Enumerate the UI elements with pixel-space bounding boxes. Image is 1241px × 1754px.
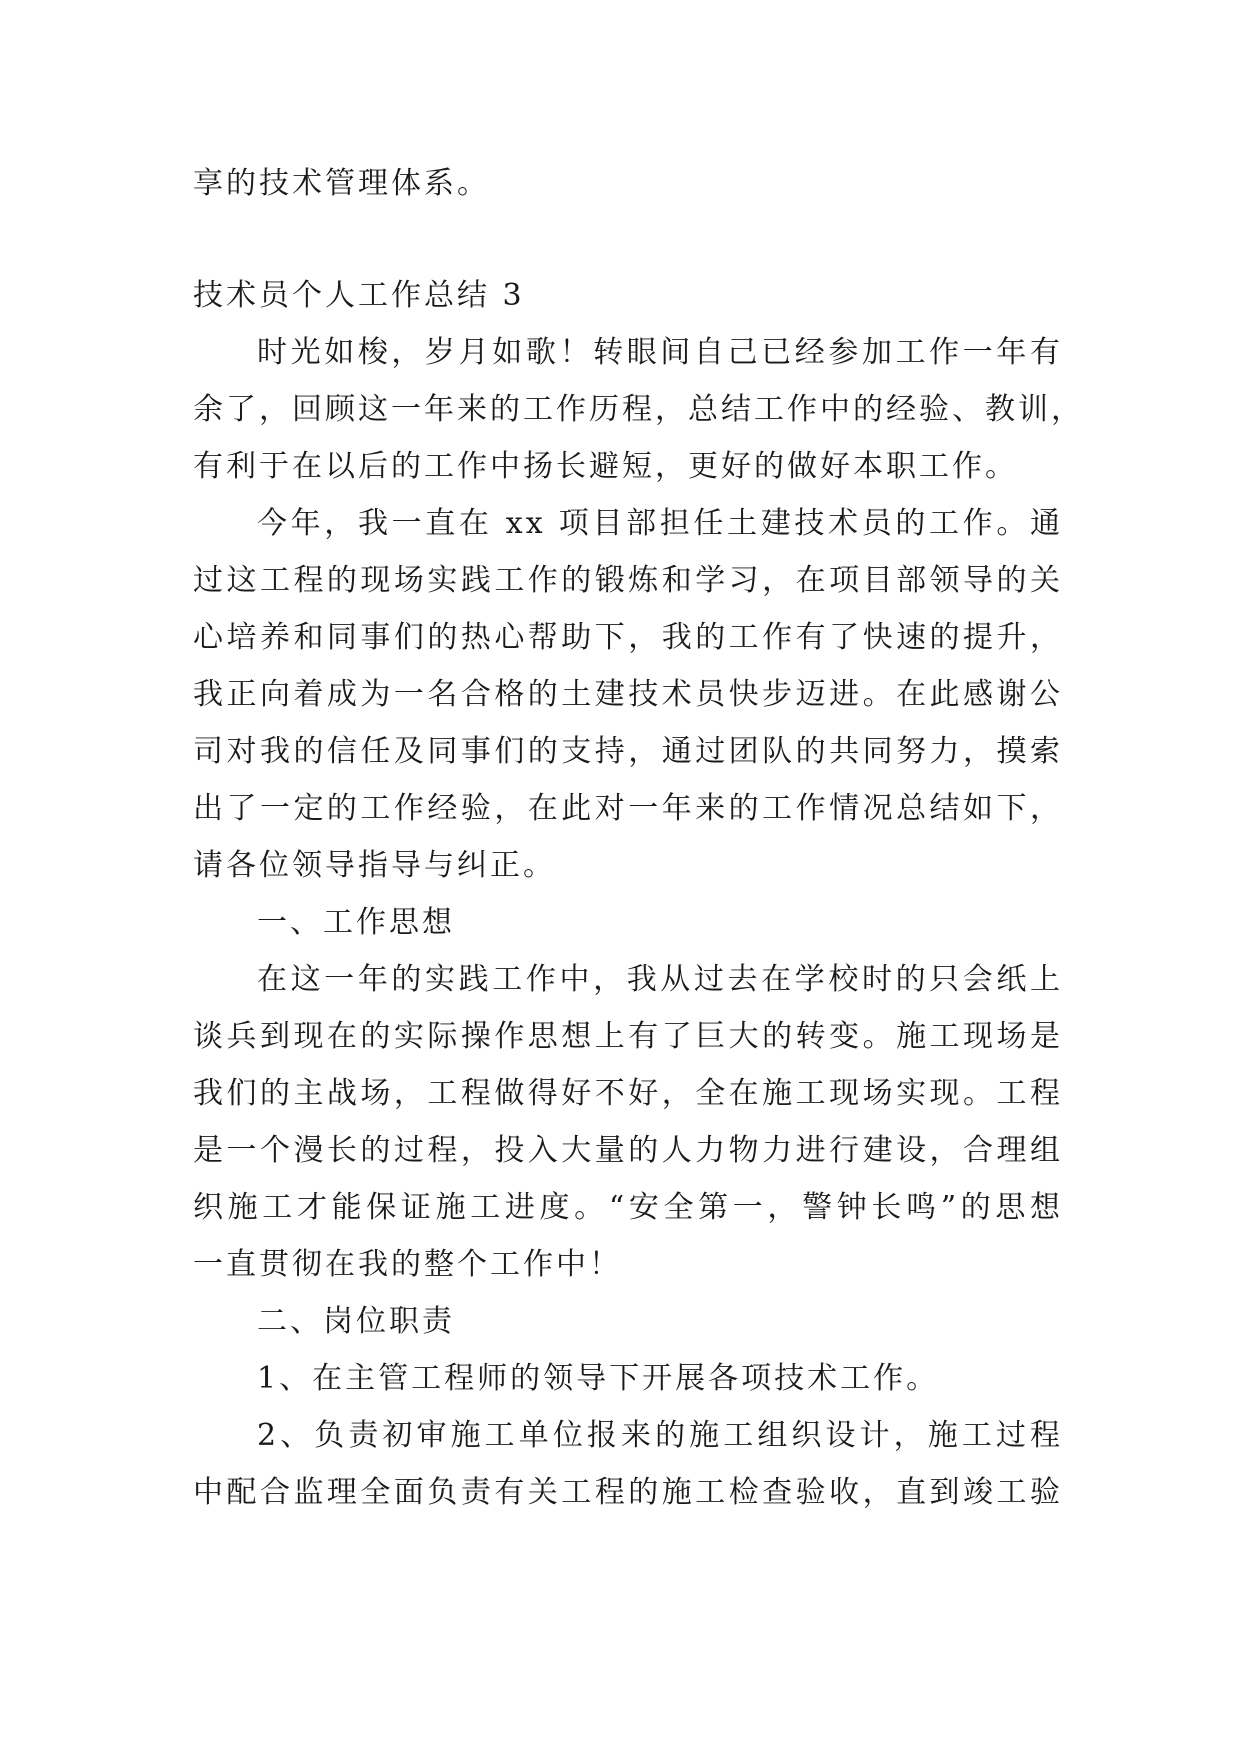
document-body (193, 155, 1084, 1521)
heading-job-duties: 二、岗位职责 (257, 1304, 455, 1339)
para2-line-2: 过这工程的现场实践工作的锻炼和学习，在项目部领导的关 (193, 563, 1063, 598)
section-title: 技术员个人工作总结 3 (193, 278, 525, 313)
para2-line-7: 请各位领导指导与纠正。 (193, 848, 556, 883)
para3-line-3: 我们的主战场，工程做得好不好，全在施工现场实现。工程 (193, 1076, 1063, 1111)
duty-item-1: 1、在主管工程师的领导下开展各项技术工作。 (257, 1361, 940, 1396)
top-fragment-line: 享的技术管理体系。 (193, 166, 490, 201)
para3-line-5: 织施工才能保证施工进度。“安全第一，警钟长鸣”的思想 (193, 1190, 1063, 1225)
para2-line-6: 出了一定的工作经验，在此对一年来的工作情况总结如下， (193, 791, 1063, 826)
para3-line-2: 谈兵到现在的实际操作思想上有了巨大的转变。施工现场是 (193, 1019, 1063, 1054)
para3-line-6: 一直贯彻在我的整个工作中！ (193, 1247, 622, 1282)
para1-line-2: 余了，回顾这一年来的工作历程，总结工作中的经验、教训， (193, 392, 1084, 427)
para2-line-1: 今年，我一直在 xx 项目部担任土建技术员的工作。通 (257, 506, 1063, 541)
para2-line-4: 我正向着成为一名合格的土建技术员快步迈进。在此感谢公 (193, 677, 1063, 712)
para3-line-1: 在这一年的实践工作中，我从过去在学校时的只会纸上 (257, 962, 1063, 997)
section-spacer (193, 212, 1063, 267)
duty-item-2-line-2: 中配合监理全面负责有关工程的施工检查验收，直到竣工验 (193, 1475, 1063, 1510)
duty-item-2-line-1: 2、负责初审施工单位报来的施工组织设计，施工过程 (257, 1418, 1063, 1453)
para2-line-5: 司对我的信任及同事们的支持，通过团队的共同努力，摸索 (193, 734, 1063, 769)
heading-work-thought: 一、工作思想 (257, 905, 455, 940)
para3-line-4: 是一个漫长的过程，投入大量的人力物力进行建设，合理组 (193, 1133, 1063, 1168)
para2-line-3: 心培养和同事们的热心帮助下，我的工作有了快速的提升， (193, 620, 1063, 655)
para1-line-1: 时光如梭，岁月如歌！转眼间自己已经参加工作一年有 (257, 335, 1063, 370)
para1-line-3: 有利于在以后的工作中扬长避短，更好的做好本职工作。 (193, 449, 1018, 484)
